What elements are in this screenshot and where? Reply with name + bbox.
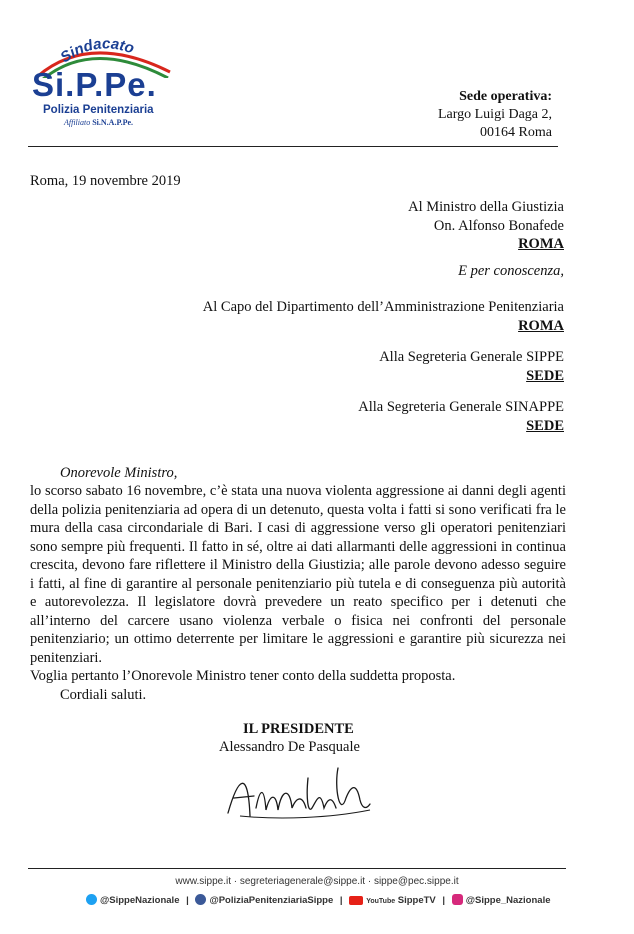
footer-divider [28, 868, 566, 869]
recipient-dap: Al Capo del Dipartimento dell’Amministrazione Penitenziaria ROMA [202, 299, 564, 334]
signature-name: Alessandro De Pasquale [219, 739, 360, 755]
sede-operativa-block [438, 88, 552, 142]
signature-title: IL PRESIDENTE [243, 721, 354, 737]
footer-socials: @SippeNazionale | @PoliziaPenitenziariaSippe | YouTube SippeTV | @Sippe_Nazionale [86, 894, 551, 906]
footer-contacts: www.sippe.it · segreteriagenerale@sippe.it · sippe@pec.sippe.it [175, 876, 459, 887]
logo-affiliate: Affiliato Si.N.A.P.Pe. [64, 118, 134, 127]
body-paragraph: lo scorso sabato 16 novembre, c’è stata una nuova violenta aggressione ai danni degli agenti della polizia penitenziaria ad opera di un detenuto, questa volta i fatti si sono verificati fra le mura della casa circondariale di Bari. I casi di aggressione verso gli operatori penitenziari sono sempre più frequenti. Il fatto in sé, oltre ai dati allarmanti delle aggressioni in continua crescita, devono fare riflettere il Ministro della Giustizia; alle parole devono adesso seguire i fatti, al fine di garantire al personale penitenziario più tutela e di conseguenza più autorità e autorevolezza. Il legislatore dovrà prevedere un reato specifico per i detenuti che all’interno del carcere usano violenza verbale o fisica nei confronti del personale penitenziario; un ottimo deterrente per limitare le aggressioni e garantire più sicurezza nei penitenziari. [30, 483, 566, 666]
handwritten-signature [220, 758, 380, 828]
greeting: Cordiali saluti. [60, 686, 147, 703]
facebook-icon [195, 894, 206, 905]
social-youtube[interactable]: YouTube SippeTV [349, 895, 436, 906]
closing-request: Voglia pertanto l’Onorevole Ministro tener conto della suddetta proposta. [30, 668, 456, 684]
recipient-sinappe: Alla Segreteria Generale SINAPPE SEDE [358, 399, 564, 434]
social-twitter[interactable]: @SippeNazionale [86, 895, 179, 906]
recipient-sippe: Alla Segreteria Generale SIPPE SEDE [379, 349, 564, 384]
recipient-ministro: Al Ministro della Giustizia On. Alfonso Bonafede ROMA [408, 199, 564, 252]
sede-street: Largo Luigi Daga 2, [437, 107, 552, 122]
logo-arc-text: Sindacato [57, 35, 137, 67]
sede-city: 00164 Roma [480, 125, 552, 140]
salutation: Onorevole Ministro, [60, 465, 178, 481]
social-instagram[interactable]: @Sippe_Nazionale [452, 895, 551, 906]
social-facebook[interactable]: @PoliziaPenitenziariaSippe [195, 895, 333, 906]
logo-main-text: Si.P.Pe. [32, 66, 157, 103]
header-divider [28, 146, 558, 147]
twitter-icon [86, 894, 97, 905]
letter-body [30, 482, 566, 704]
per-conoscenza: E per conoscenza, [458, 263, 564, 279]
logo-subtitle: Polizia Penitenziaria [43, 104, 154, 116]
instagram-icon [452, 894, 463, 905]
date-line: Roma, 19 novembre 2019 [30, 173, 181, 189]
youtube-icon [349, 896, 363, 905]
sede-label: Sede operativa: [459, 89, 552, 104]
